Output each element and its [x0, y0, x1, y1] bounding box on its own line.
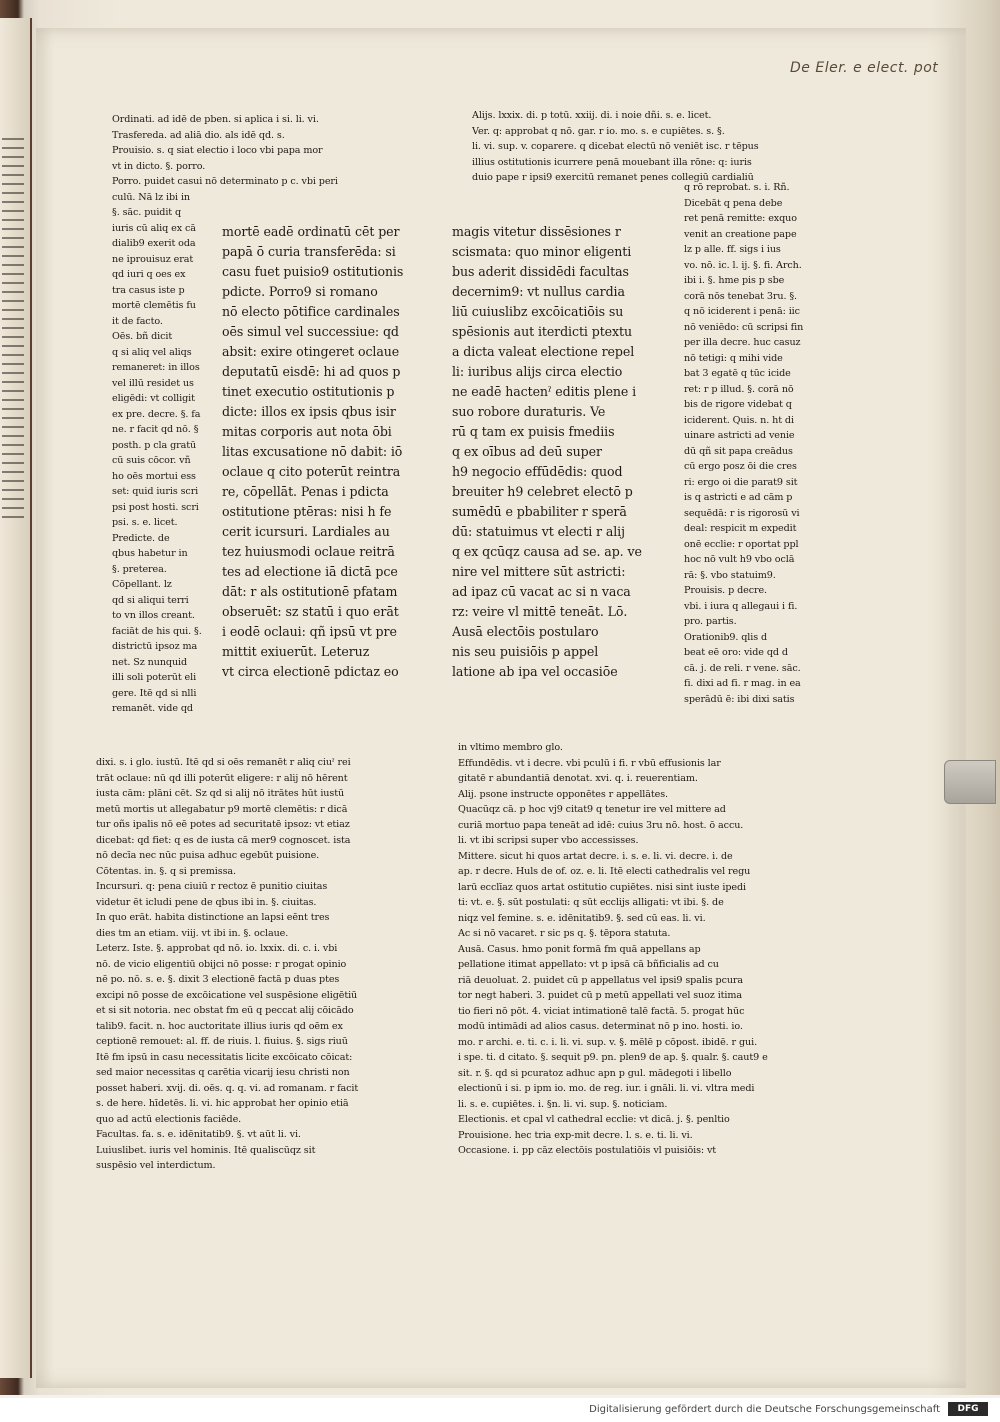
gloss-line: Orationib9. qlis d: [684, 631, 768, 643]
facing-page-text-fragment: [2, 138, 24, 518]
gloss-line: beat eē oro: vide qd d: [684, 647, 788, 658]
gloss-line: onē ecclie: r oportat ppl: [684, 538, 799, 550]
footer-bar: [0, 1398, 1000, 1422]
gloss-line: li. vt ibi scripsi super vbo accessisses.: [458, 835, 639, 846]
gloss-line: suspēsio vel interdictum.: [96, 1160, 216, 1171]
text-line: spēsionis aut iterdicti ptextu: [452, 324, 632, 339]
gloss-left-top: [112, 112, 442, 205]
text-line: ne eadē hactenˀ editis plene i: [452, 384, 637, 399]
text-line: mortē eadē ordinatū cēt per: [222, 224, 400, 239]
gloss-line: In quo erāt. habita distinctione an lapsi eēnt tres: [96, 912, 330, 923]
text-line: mittit exiuerūt. Leteruz: [222, 644, 370, 659]
text-line: absit: exire otingeret oclaue: [222, 344, 400, 359]
gloss-line: §. sāc. puidit q: [112, 207, 182, 218]
gloss-line: posth. p cla gratū: [112, 439, 197, 451]
gloss-line: Prouisis. p decre.: [684, 585, 767, 596]
gloss-line: i spe. ti. d citato. §. sequit p9. pn. plen9 de ap. §. qualr. §. caut9 e: [458, 1052, 768, 1063]
gloss-line: psi. s. e. licet.: [112, 517, 178, 528]
gloss-line: pro. partis.: [684, 616, 737, 627]
gloss-line: Cōtentas. in. §. q si premissa.: [96, 865, 236, 877]
gloss-line: videtur ēt icludi pene de qbus ibi in. §. ciuitas.: [96, 896, 317, 908]
text-line: i eodē oclaui: qñ ipsū vt pre: [222, 624, 397, 639]
gloss-line: Prouisio. s. q siat electio i loco vbi papa mor: [112, 145, 323, 156]
book-clip: [944, 760, 996, 804]
gloss-line: it de facto.: [112, 315, 163, 327]
gloss-line: ibi i. §. hme pis p sbe: [684, 275, 785, 286]
gloss-line: Leterz. Iste. §. approbat qd nō. io. lxxix. di. c. i. vbi: [96, 943, 338, 954]
gloss-line: Itē fm ipsū in casu necessitatis licite excōicato cōicat:: [96, 1051, 353, 1063]
gloss-line: sit. r. §. qd si pcuratoz adhuc apn p gul. mādegoti i libello: [458, 1067, 732, 1079]
gloss-line: vo. nō. ic. l. ij. §. fi. Arch.: [684, 259, 802, 271]
gloss-line: set: quid iuris scri: [112, 486, 199, 497]
gloss-line: niqz vel femine. s. e. idēnitatib9. §. sed cū eas. li. vi.: [458, 912, 706, 924]
text-line: tez huiusmodi oclaue reitrā: [222, 544, 395, 559]
gloss-line: dies tm an etiam. viij. vt ibi in. §. oclaue.: [96, 927, 289, 939]
gloss-line: per illa decre. huc casuz: [684, 337, 801, 348]
gloss-line: bat 3 egatē q tūc icide: [684, 368, 791, 379]
text-line: suo robore duraturis. Ve: [452, 404, 606, 419]
gloss-line: larū ecclīaz quos artat ostitutio cupiētes. nisi sint iuste ipedi: [458, 881, 746, 893]
gloss-line: riā deuoluat. 2. puidet cū p appellatus vel ipsi9 spalis pcura: [458, 974, 744, 986]
main-text-column-right: [452, 222, 672, 682]
gloss-line: ex pre. decre. §. fa: [112, 408, 201, 420]
gloss-line: dixi. s. i glo. iustū. Itē qd si oēs remanēt r aliq ciuˀ rei: [96, 757, 351, 768]
gloss-line: pellatione itimat appellato: vt p ipsā cā bñficialis ad cu: [458, 959, 719, 970]
gloss-line: nē po. nō. s. e. §. dixit 3 electionē factā p duas ptes: [96, 974, 340, 985]
gloss-line: Effundēdis. vt i decre. vbi pculū i fi. r vbū effusionis lar: [458, 757, 721, 769]
gloss-line: electionū i si. p ipm io. mo. de reg. iur. i gnāli. li. vi. vltra medi: [458, 1083, 755, 1094]
gloss-line: Oēs. bñ dicit: [112, 331, 173, 342]
text-line: casu fuet puisio9 ostitutionis: [222, 264, 404, 279]
text-line: ad ipaz cū vacat ac si n vaca: [452, 584, 631, 599]
text-line: breuiter h9 celebret electō p: [452, 484, 633, 499]
gloss-line: psi post hosti. scri: [112, 501, 199, 513]
text-line: liū cuiuslibz excōicatiōis su: [452, 304, 624, 319]
gloss-line: cū suis cōcor. vñ: [112, 455, 191, 466]
gloss-line: vt in dicto. §. porro.: [112, 160, 206, 172]
text-line: mitas corporis aut nota ōbi: [222, 424, 392, 439]
gloss-line: et si sit notoria. nec obstat fm eū q peccat alij cōicādo: [96, 1005, 354, 1016]
text-line: dicte: illos ex ipsis qbus isir: [222, 404, 396, 419]
text-line: litas excusatione nō dabit: iō: [222, 444, 403, 459]
gloss-line: gitatē r abundantiā denotat. xvi. q. i. reuerentiam.: [458, 773, 698, 784]
gloss-line: venit an creatione pape: [684, 228, 797, 240]
text-line: li: iuribus alijs circa electio: [452, 364, 623, 379]
gloss-line: illi soli poterūt eli: [112, 672, 197, 683]
text-line: papā ō curia transferēda: si: [222, 244, 396, 259]
gloss-line: Prouisione. hec tria exp-mit decre. l. s. e. ti. li. vi.: [458, 1129, 693, 1141]
gloss-line: nō tetigi: q mihi vide: [684, 352, 783, 364]
text-line: decernim9: vt nullus cardia: [452, 284, 625, 299]
gloss-line: Facultas. fa. s. e. idēnitatib9. §. vt aūt li. vi.: [96, 1129, 301, 1140]
text-line: q ex qcūqz causa ad se. ap. ve: [452, 544, 642, 559]
gloss-line: net. Sz nunquid: [112, 656, 188, 668]
gloss-line: sequēdā: r is rigorosū vi: [684, 507, 800, 519]
gloss-lower-right: [458, 740, 843, 1159]
text-line: cerit icursuri. Lardiales au: [222, 524, 390, 539]
gloss-line: remanēt. vide qd: [112, 703, 193, 714]
gloss-line: tor negt haberi. 3. puidet cū p metū appellati vel suoz itima: [458, 990, 743, 1001]
gloss-line: Dicebāt q pena debe: [684, 197, 783, 209]
gloss-line: duio pape r ipsi9 exercitū remanet penes collegiū cardialiū: [472, 172, 754, 183]
gloss-line: rā: §. vbo statuim9.: [684, 569, 776, 581]
gloss-line: Luiuslibet. iuris vel hominis. Itē qualiscūqz sit: [96, 1144, 316, 1156]
gloss-line: vbi. i iura q allegaui i fi.: [684, 600, 798, 612]
gloss-line: modū intimādi ad alios casus. determinat nō p ino. hosti. io.: [458, 1021, 743, 1032]
gloss-line: nō. de vicio eligentiū obijci nō posse: r progat opinio: [96, 958, 347, 970]
gloss-line: Trasfereda. ad aliā dio. als idē qd. s.: [112, 129, 285, 141]
gloss-line: Ver. q: approbat q nō. gar. r io. mo. s. e cupiētes. s. §.: [472, 125, 725, 137]
gloss-line: Electionis. et cpal vl cathedral ecclie: vt dicā. j. §. penltio: [458, 1114, 730, 1125]
gloss-line: tra casus iste p: [112, 284, 185, 296]
gloss-line: excipi nō posse de excōicatione vel suspēsione eligētiū: [96, 989, 358, 1001]
gloss-line: Porro. puidet casui nō determinato p c. vbi peri: [112, 176, 338, 187]
gloss-line: ret: r p illud. §. corā nō: [684, 383, 794, 395]
text-line: oēs simul vel successiue: qd: [222, 324, 399, 339]
gloss-line: curiā mortuo papa teneāt ad idē: cuius 3ru nō. host. ō accu.: [458, 819, 744, 831]
gloss-line: Occasione. i. pp cāz electōis postulatiōis vl puisiōis: vt: [458, 1145, 717, 1156]
gloss-line: Cōpellant. lz: [112, 579, 172, 590]
gloss-line: ne. r facit qd nō. §: [112, 424, 199, 435]
gloss-line: is q astricti e ad cām p: [684, 492, 793, 503]
gloss-line: trāt oclaue: nū qd illi poterūt eligere: r alij nō hērent: [96, 772, 348, 784]
text-line: ostitutione ptēras: nisi h fe: [222, 504, 392, 519]
gloss-line: illius ostitutionis icurrere penā mouebant illa rōne: q: iuris: [472, 156, 752, 168]
text-line: oclaue q cito poterūt reintra: [222, 464, 401, 479]
text-line: dāt: r als ostitutionē pfatam: [222, 584, 398, 599]
text-line: sumēdū e pbabiliter r sperā: [452, 504, 627, 519]
gloss-line: Ac si nō vacaret. r sic ps q. §. tēpora statuta.: [458, 928, 671, 939]
gloss-line: mo. r archi. e. ti. c. i. li. vi. sup. v. §. mēlē p cōpost. ibidē. r gui.: [458, 1036, 758, 1048]
gloss-line: hoc nō vult h9 vbo oclā: [684, 554, 795, 565]
text-line: rz: veire vl mittē teneāt. Lō.: [452, 604, 628, 619]
gloss-line: corā nōs tenebat 3ru. §.: [684, 290, 798, 302]
gloss-line: ret penā remitte: exquo: [684, 213, 797, 224]
gloss-line: iciderent. Quis. n. ht di: [684, 414, 794, 426]
gloss-line: nō decīa nec nūc puisa adhuc egebūt puisione.: [96, 850, 320, 861]
text-line: pdicte. Porro9 si romano: [222, 284, 378, 299]
gloss-line: mortē clemētis fu: [112, 300, 196, 311]
gloss-line: Ausā. Casus. hmo ponit formā fm quā appellans ap: [458, 943, 701, 955]
gloss-line: bis de rigore videbat q: [684, 399, 792, 410]
gloss-line: tur oñs ipalis nō eē potes ad securitatē ipsoz: vt etiaz: [96, 819, 350, 830]
gloss-line: Predicte. de: [112, 532, 170, 544]
gloss-line: qbus habetur in: [112, 548, 188, 559]
gloss-right-narrow: [684, 180, 844, 707]
text-line: vt circa electionē pdictaz eo: [222, 664, 399, 679]
text-line: rū q tam ex puisis fmediis: [452, 424, 615, 439]
gloss-line: Quacūqz cā. p hoc vj9 citat9 q tenetur ire vel mittere ad: [458, 804, 726, 815]
text-line: a dicta valeat electione repel: [452, 344, 635, 359]
text-line: h9 negocio effūdēdis: quod: [452, 464, 623, 479]
gloss-line: Alij. psone instructe opponētes r appellātes.: [458, 788, 669, 800]
gloss-line: li. vi. sup. v. coparere. q dicebat electū nō veniēt isc. r tēpus: [472, 141, 759, 152]
gloss-lower-left: [96, 755, 446, 1174]
gloss-line: q rō reprobat. s. i. Rñ.: [684, 182, 790, 193]
gloss-line: quo ad actū electionis faciēde.: [96, 1113, 242, 1125]
gloss-line: cū ergo posz ōi die cres: [684, 461, 797, 472]
gloss-line: faciāt de his qui. §.: [112, 625, 202, 637]
gloss-line: Mittere. sicut hi quos artat decre. i. s. e. li. vi. decre. i. de: [458, 850, 733, 862]
text-line: nō electo pōtifice cardinales: [222, 304, 400, 319]
text-line: scismata: quo minor eligenti: [452, 244, 632, 259]
gloss-line: uinare astricti ad venie: [684, 430, 795, 441]
gloss-line: dicebat: qd fiet: q es de iusta cā mer9 cognoscet. ista: [96, 834, 351, 846]
gloss-line: lz p alle. ff. sigs i ius: [684, 244, 781, 255]
text-line: re, cōpellāt. Penas i pdicta: [222, 484, 389, 499]
gloss-line: iusta cām: plāni cēt. Sz qd si alij nō itrātes hūt iustū: [96, 788, 345, 799]
text-line: latione ab ipa vel occasiōe: [452, 664, 618, 679]
footer-credit: Digitalisierung gefördert durch die Deutsche Forschungsgemeinschaft: [589, 1404, 940, 1415]
gloss-line: dū qñ sit papa creādus: [684, 445, 793, 457]
gloss-line: eligēdi: vt colligit: [112, 393, 195, 404]
gloss-line: nō veniēdo: cū scripsi fin: [684, 321, 804, 333]
text-line: bus aderit dissidēdi facultas: [452, 264, 629, 279]
facing-page-edge: [0, 18, 32, 1378]
gloss-line: ne iprouisuz erat: [112, 253, 194, 265]
text-line: nire vel mittere sūt astricti:: [452, 564, 626, 579]
text-line: Ausā electōis postularo: [452, 624, 599, 639]
gloss-line: talib9. facit. n. hoc auctoritate illius iuris qd oēm ex: [96, 1020, 343, 1032]
gloss-line: qd iuri q oes ex: [112, 269, 186, 280]
gloss-line: s. de here. hīdetēs. li. vi. hic approbat her opinio etiā: [96, 1098, 349, 1109]
text-line: magis vitetur dissēsiones r: [452, 224, 621, 239]
text-line: dū: statuimus vt electi r alij: [452, 524, 625, 539]
gloss-line: q si aliq vel aliqs: [112, 346, 192, 358]
text-line: tes ad electione iā dictā pce: [222, 564, 398, 579]
gloss-line: qd si aliqui terri: [112, 594, 189, 606]
main-text-column-left: [222, 222, 442, 682]
gloss-line: ap. r decre. Huls de of. oz. e. li. Itē electi cathedralis vel regu: [458, 866, 751, 877]
gloss-line: sperādū ē: ibi dixi satis: [684, 693, 795, 705]
gloss-line: Ordinati. ad idē de pben. si aplica i si. li. vi.: [112, 114, 319, 125]
gloss-line: remaneret: in illos: [112, 362, 200, 373]
text-line: deputatū eisdē: hi ad quos p: [222, 364, 401, 379]
gloss-line: Incursuri. q: pena ciuiū r rectoz ē punitio ciuitas: [96, 881, 328, 892]
gloss-line: ho oēs mortui ess: [112, 470, 196, 482]
text-line: tinet executio ostitutionis p: [222, 384, 395, 399]
gloss-line: ri: ergo oi die parat9 sit: [684, 476, 798, 488]
gloss-line: Alijs. lxxix. di. p totū. xxiij. di. i noie dñi. s. e. licet.: [472, 110, 712, 121]
text-line: obseruēt: sz statū i quo erāt: [222, 604, 399, 619]
gloss-line: dialib9 exerit oda: [112, 238, 196, 249]
gloss-line: cā. j. de reli. r vene. sāc.: [684, 662, 801, 674]
gloss-line: posset haberi. xvij. di. oēs. q. q. vi. ad romanam. r facit: [96, 1082, 359, 1094]
gloss-line: §. preterea.: [112, 563, 167, 575]
gloss-line: gere. Itē qd si nlli: [112, 687, 197, 699]
gloss-line: in vltimo membro glo.: [458, 742, 563, 753]
gloss-line: districtū ipsoz ma: [112, 641, 198, 652]
gloss-line: deal: respicit m expedit: [684, 523, 797, 534]
gloss-line: li. s. e. cupiētes. i. §n. li. vi. sup. §. noticiam.: [458, 1098, 668, 1110]
gloss-line: tio fieri nō pōt. 4. viciat intimationē talē factā. 5. progat hūc: [458, 1005, 745, 1017]
gloss-line: to vn illos creant.: [112, 610, 195, 621]
gloss-line: culū. Nā lz ibi in: [112, 191, 191, 203]
text-line: nis seu puisiōis p appel: [452, 644, 599, 659]
gloss-line: q nō iciderent i penā: iic: [684, 306, 800, 317]
dfg-logo: DFG: [948, 1402, 988, 1416]
gloss-line: iuris cū aliq ex cā: [112, 222, 196, 234]
gloss-line: ceptionē remouet: al. ff. de riuis. l. fiuius. §. sigs riuū: [96, 1036, 348, 1047]
gloss-line: fi. dixi ad fi. r mag. in ea: [684, 678, 801, 689]
gloss-left-narrow: [112, 205, 217, 717]
gloss-line: metū mortis ut allegabatur p9 mortē clemētis: r dicā: [96, 803, 348, 815]
gloss-line: ti: vt. e. §. sūt postulati: q sūt ecclijs alligati: vt ibi. §. de: [458, 897, 724, 908]
gloss-line: vel illū residet us: [112, 377, 194, 389]
margin-note-handwritten: De Eler. e elect. pot: [790, 60, 939, 76]
gloss-right-top: [472, 108, 840, 186]
gloss-line: sed maior necessitas q carētia vicarij iesu christi non: [96, 1067, 350, 1078]
text-line: q ex oībus ad deū super: [452, 444, 602, 459]
